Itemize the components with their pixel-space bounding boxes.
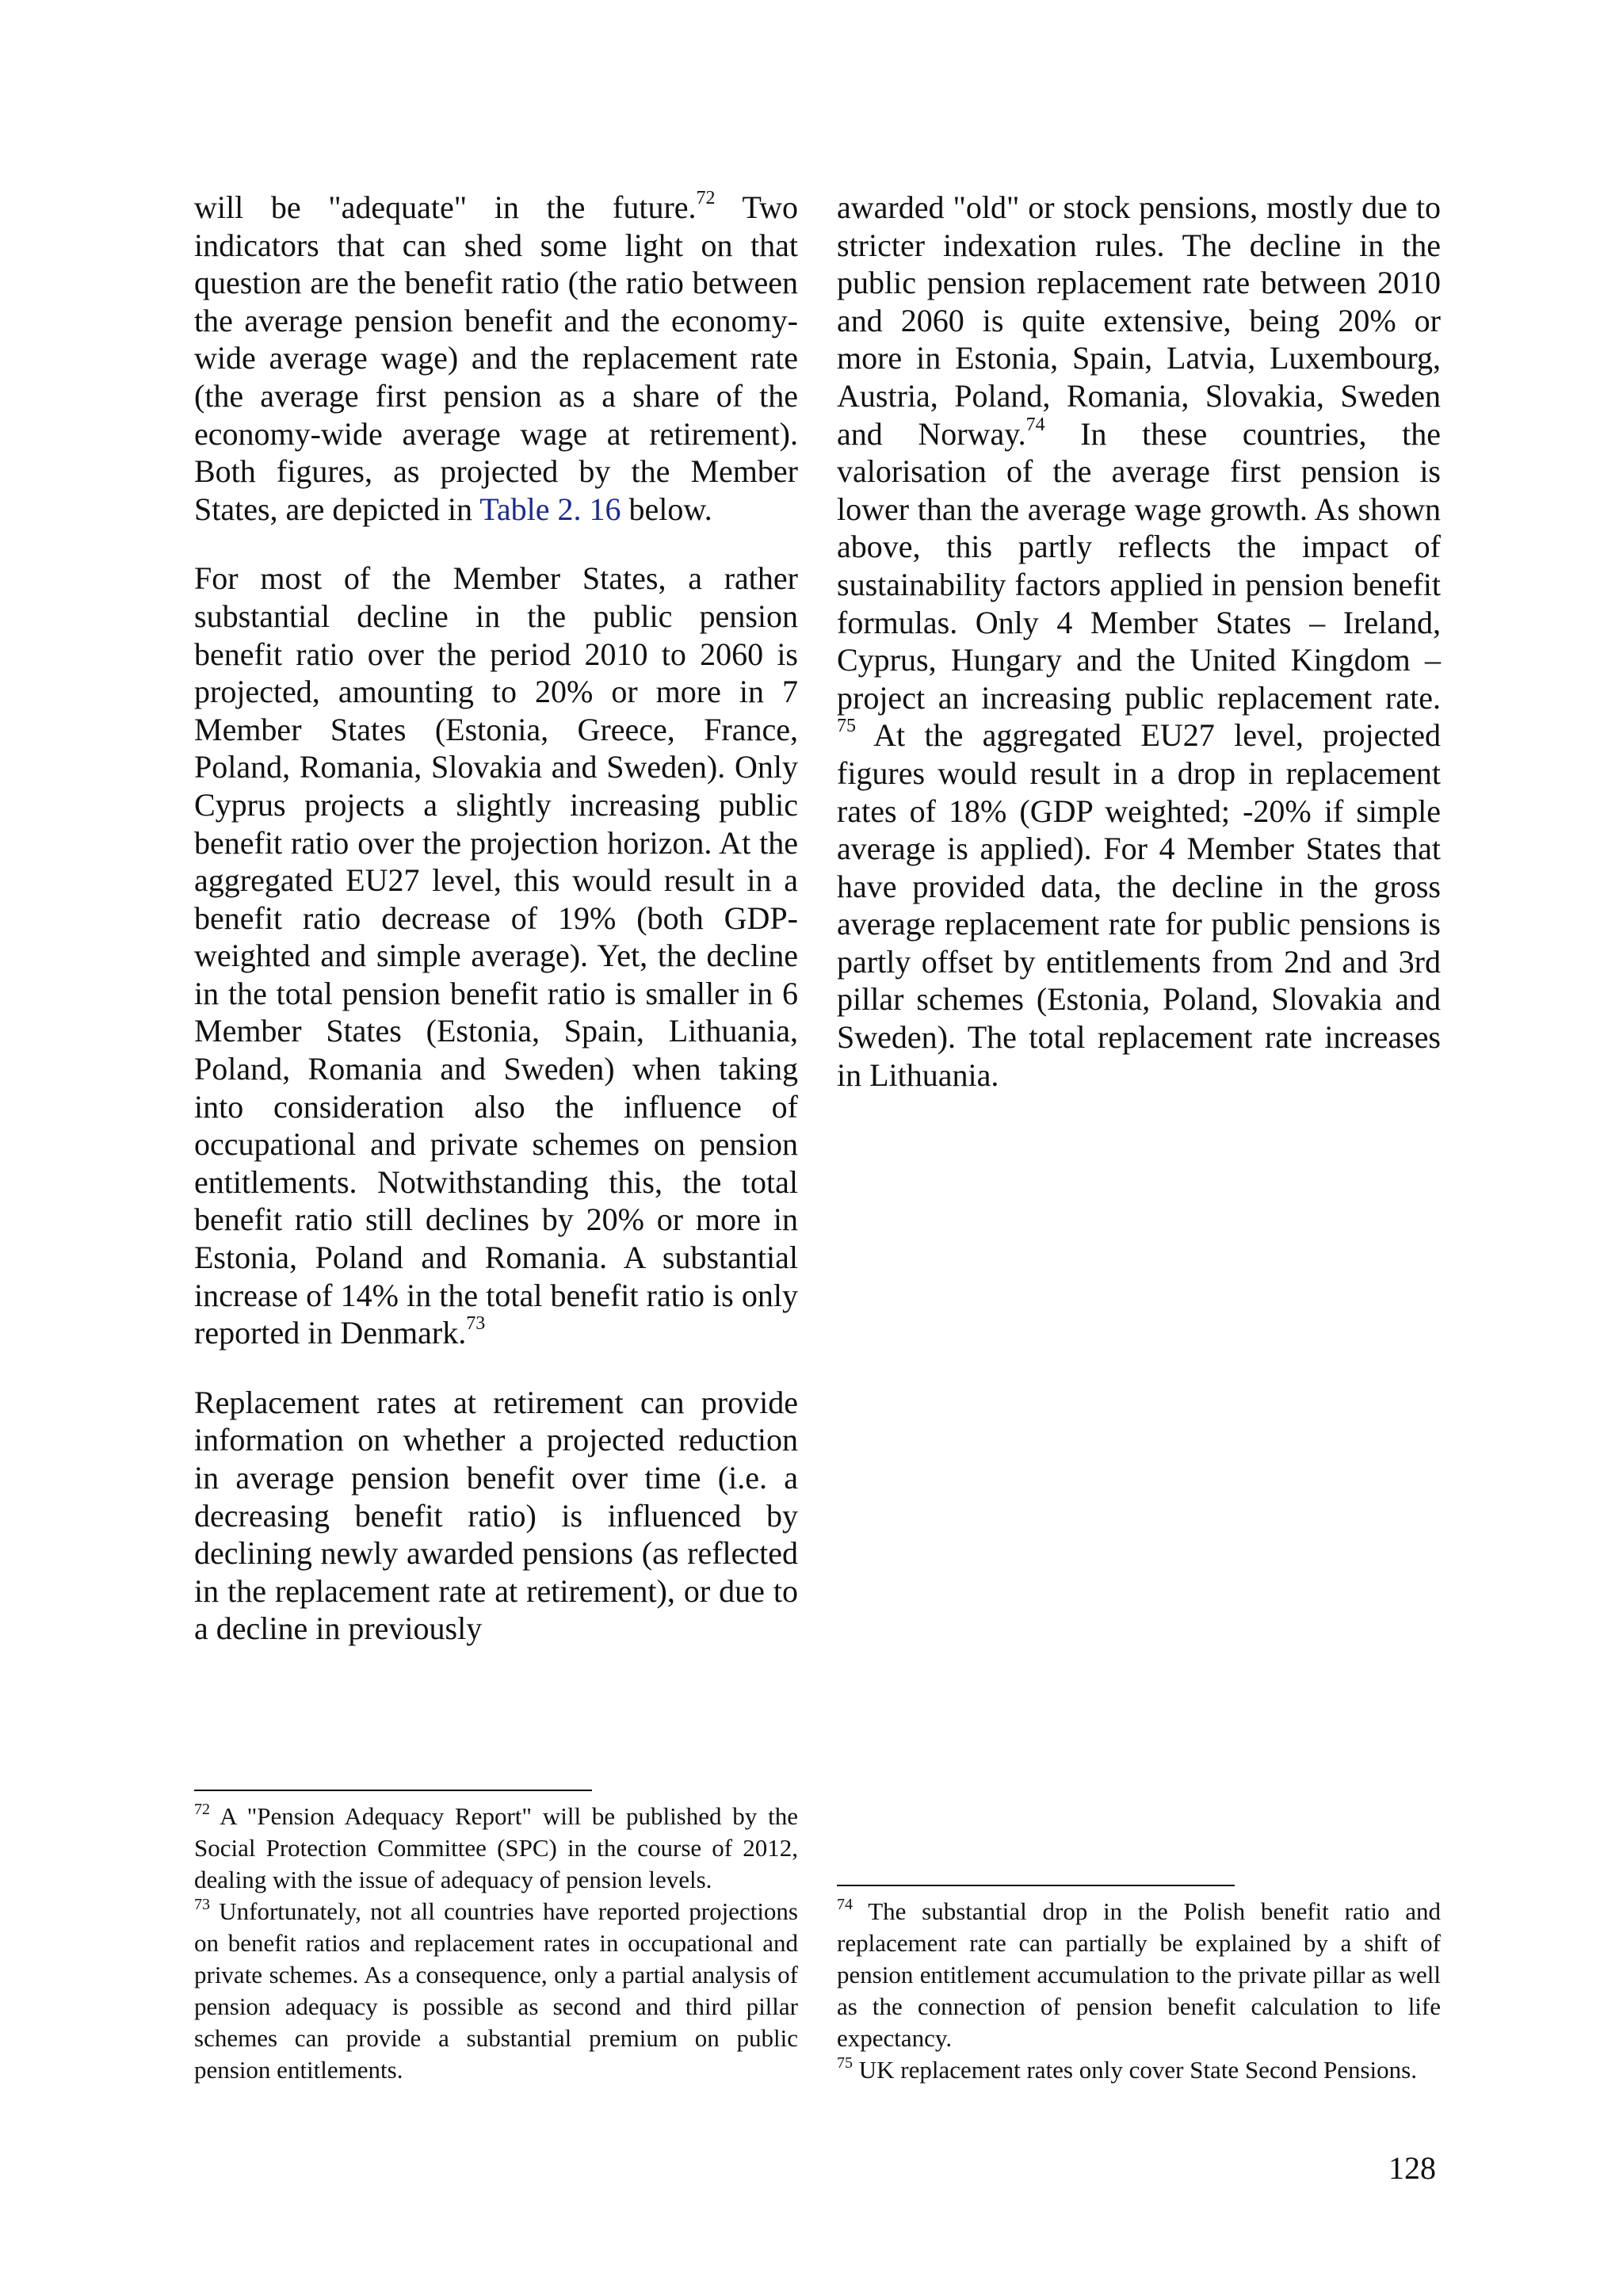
paragraph-replacement-rate-decline: awarded "old" or stock pensions, mostly due to stricter indexation rules. The decline in the public pension replacement rate between 2010 and 2060 is quite extensive, being 20% or more in Estonia, Spain, Latvia, Luxembourg, Austria, Poland, Romania, Slovakia, Sweden and Norway.$^{74}$ In these countries, the valorisation of the average first pension is lower than the average wage growth. As shown above, this partly reflects the impact of sustainability factors applied in pension benefit formulas. Only 4 Member States – Ireland, Cyprus, Hungary and the United Kingdom – project an increasing public replacement rate. $^{75}$ At the aggregated EU27 level, projected figures would result in a drop in replacement rates of 18% (GDP weighted; -20% if simple average is applied). For 4 Member States that have provided data, the decline in the gross average replacement rate for public pensions is partly offset by entitlements from 2nd and 3rd pillar schemes (Estonia, Poland, Slovakia and Sweden). The total replacement rate increases in Lithuania. (837, 189, 1441, 1093)
footnote-ref-75[interactable]: 75 (837, 716, 856, 737)
footnote-74: $^{74}$ The substantial drop in the Polish benefit ratio and replacement rate can partially be explained by a shift of pension entitlement accumulation to the private pillar as well as the connection of pension benefit calculation to life expectancy. (837, 1896, 1441, 2052)
footnote-separator-right (837, 1885, 1235, 1886)
footnotes-right (837, 1896, 1441, 2086)
footnote-ref-74[interactable]: 74 (1025, 414, 1045, 435)
footnote-separator-left (194, 1790, 592, 1791)
footnotes-left (194, 1801, 798, 2086)
footnote-72: $^{72}$ A "Pension Adequacy Report" will be published by the Social Protection Committee (SPC) in the course of 2012, dealing with the issue of adequacy of pension levels. (194, 1801, 798, 1893)
right-column (837, 189, 1441, 1094)
left-column (194, 189, 798, 1648)
table-2-16-link[interactable]: Table 2. 16 (479, 491, 621, 527)
footnote-73: $^{73}$ Unfortunately, not all countries have reported projections on benefit ratios and replacement rates in occupational and private schemes. As a consequence, only a partial analysis of pension adequacy is possible as second and third pillar schemes can provide a substantial premium on public pension entitlements. (194, 1896, 798, 2084)
footnote-ref-72[interactable]: 72 (696, 188, 716, 208)
footnote-ref-73[interactable]: 73 (466, 1313, 486, 1335)
paragraph-replacement-rates: Replacement rates at retirement can provide information on whether a projected reduction in average pension benefit over time (i.e. a decreasing benefit ratio) is influenced by declining newly awarded pensions (as reflected in the replacement rate at retirement), or due to a decline in previously (194, 1384, 798, 1647)
footnote-75: $^{75}$ UK replacement rates only cover State Second Pensions. (837, 2054, 1417, 2084)
page-number: 128 (1388, 2150, 1436, 2186)
paragraph-benefit-ratio: For most of the Member States, a rather substantial decline in the public pension benefit ratio over the period 2010 to 2060 is projected, amounting to 20% or more in 7 Member States (Estonia, Greece, France, Poland, Romania, Slovakia and Sweden). Only Cyprus projects a slightly increasing public benefit ratio over the projection horizon. At the aggregated EU27 level, this would result in a benefit ratio decrease of 19% (both GDP-weighted and simple average). Yet, the decline in the total pension benefit ratio is smaller in 6 Member States (Estonia, Spain, Lithuania, Poland, Romania and Sweden) when taking into consideration also the influence of occupational and private schemes on pension entitlements. Notwithstanding this, the total benefit ratio still declines by 20% or more in Estonia, Poland and Romania. A substantial increase of 14% in the total benefit ratio is only reported in Denmark.$^{73}$ (194, 560, 798, 1351)
paragraph-adequacy-indicators: will be "adequate" in the future.$^{72}$ Two indicators that can shed some light on that question are the benefit ratio (the ratio between the average pension benefit and the economy-wide average wage) and the replacement rate (the average first pension as a share of the economy-wide average wage at retirement). Both figures, as projected by the Member States, are depicted in Table 2. 16 below. (194, 188, 798, 527)
